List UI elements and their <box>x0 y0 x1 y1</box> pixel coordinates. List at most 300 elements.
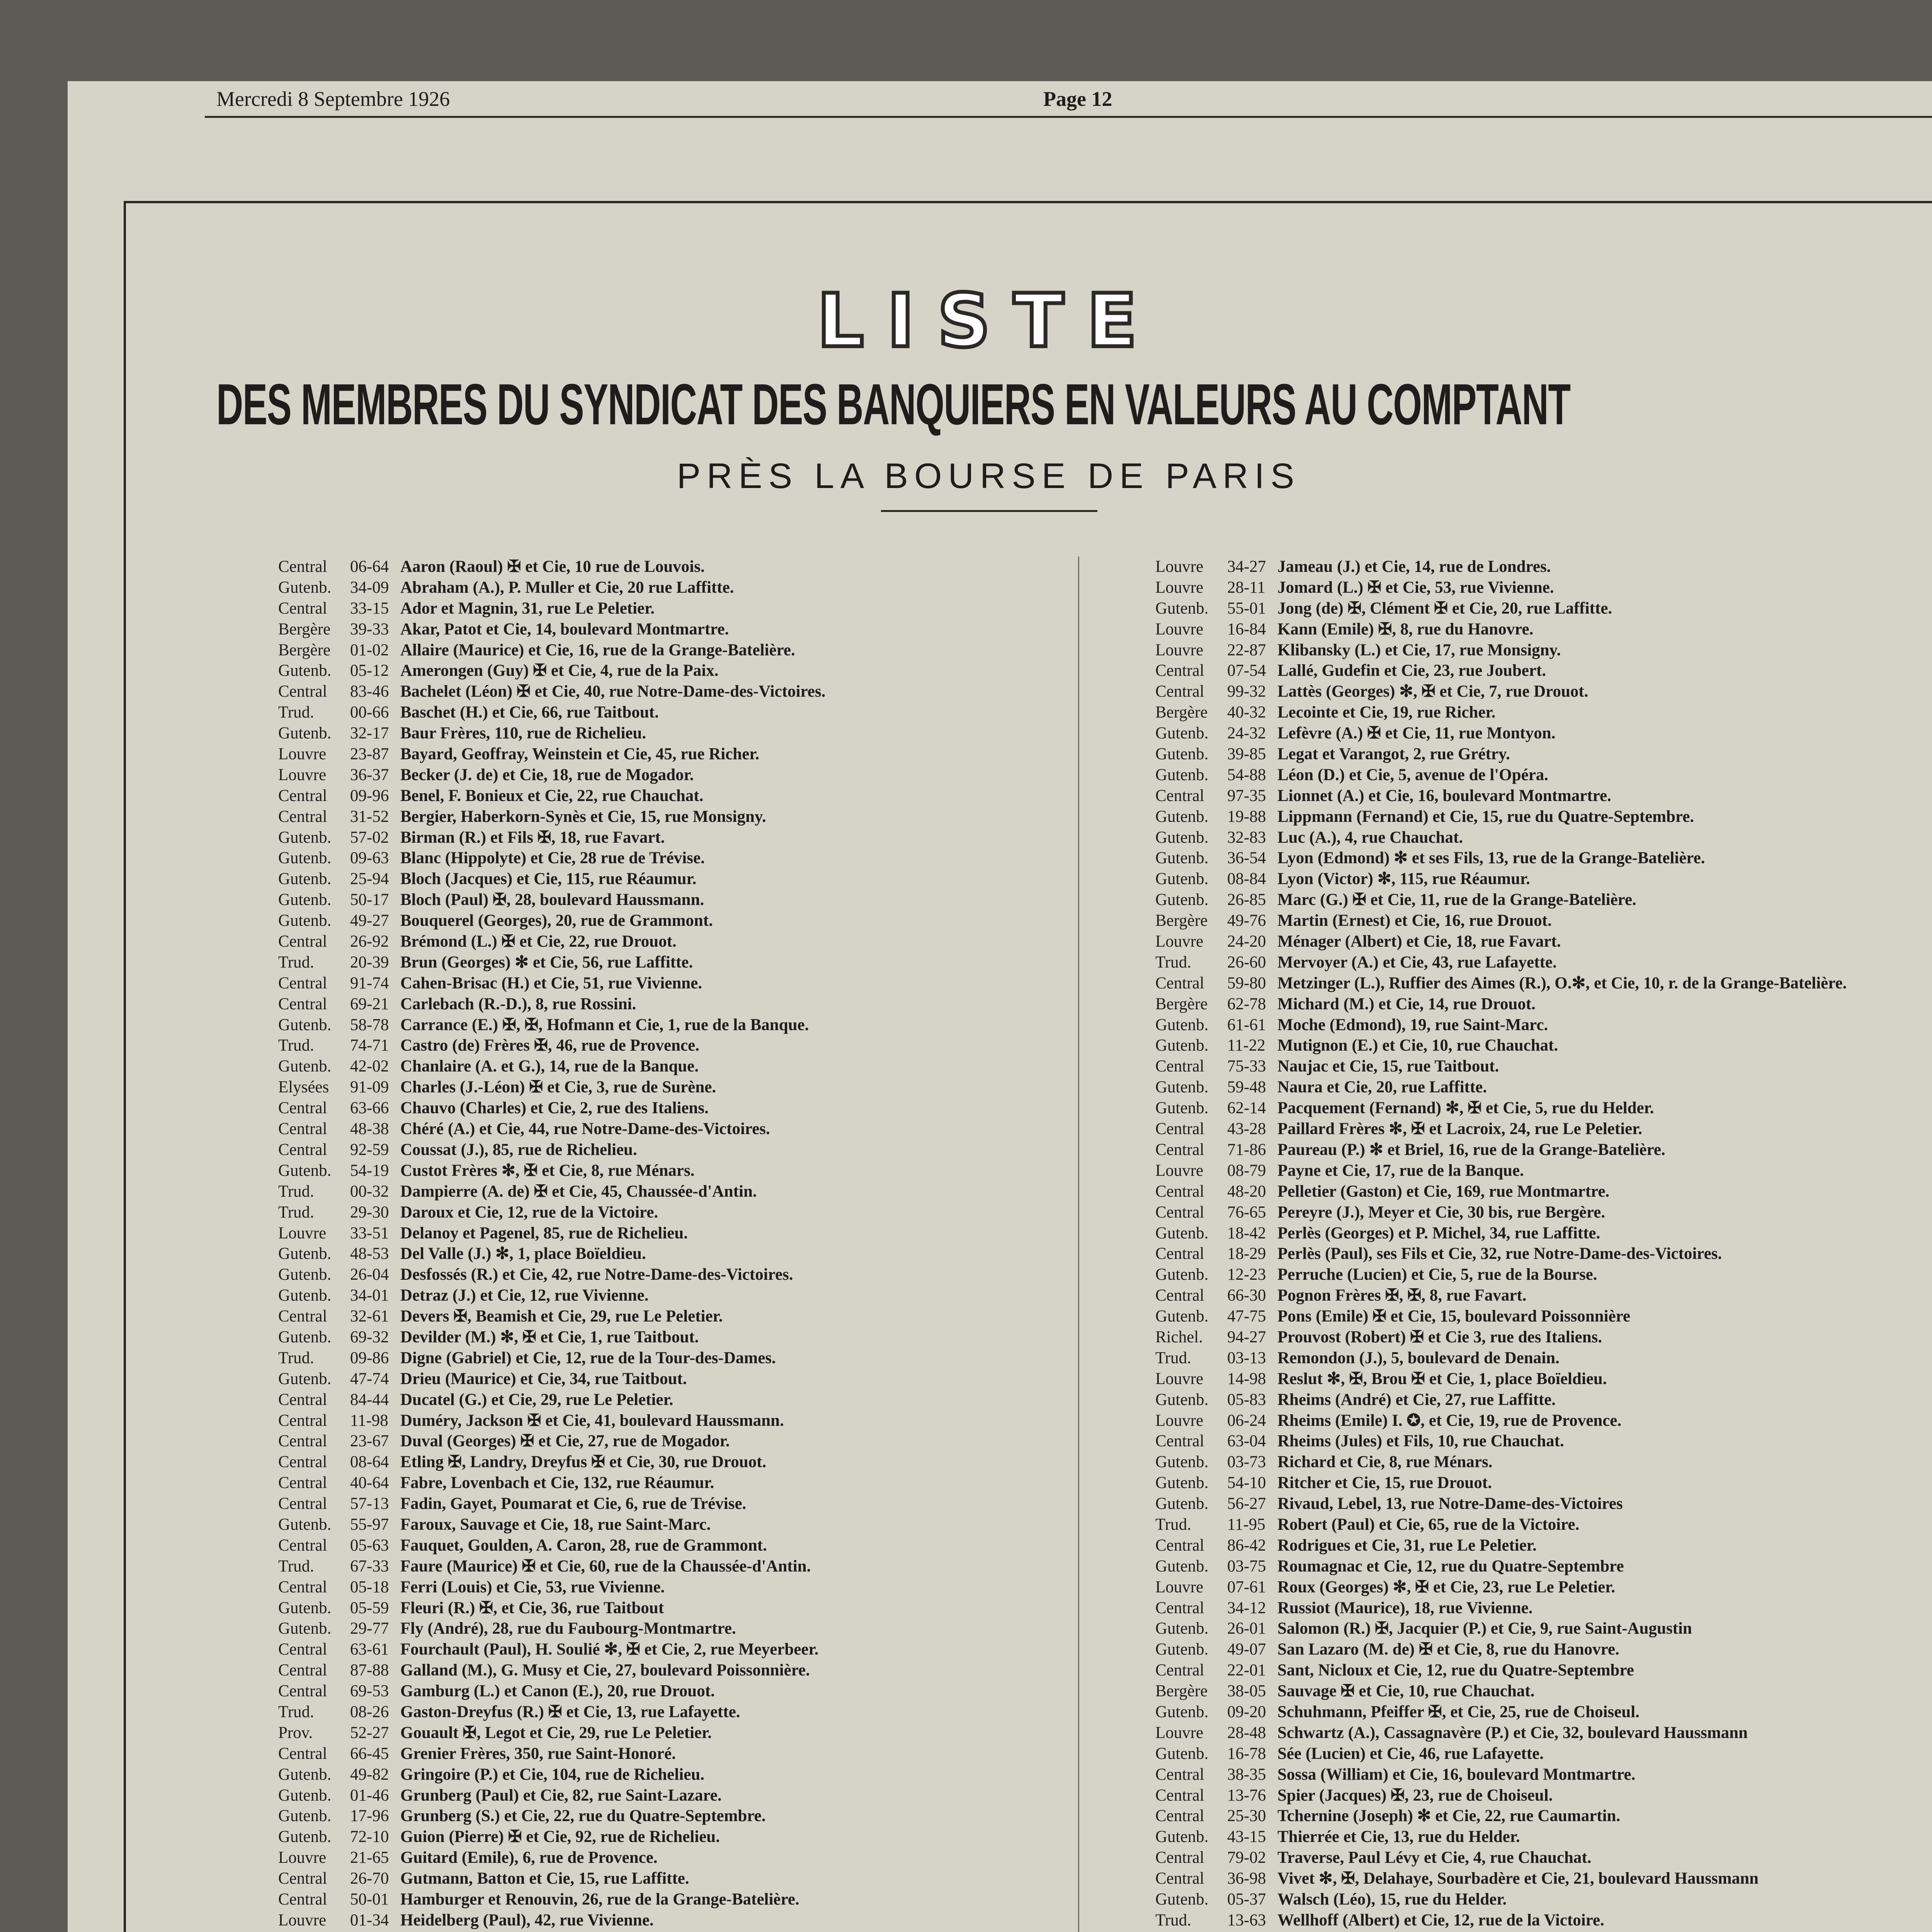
member-entry: Klibansky (L.) et Cie, 17, rue Monsigny. <box>1277 641 1561 659</box>
member-exchange: Central <box>278 1890 327 1908</box>
member-row <box>278 1015 1059 1036</box>
member-row <box>278 1410 1059 1431</box>
member-row <box>278 1785 1059 1806</box>
member-phone: 39-33 <box>350 620 389 638</box>
member-row <box>278 1514 1059 1535</box>
header-page-number: Page 12 <box>1043 87 1112 111</box>
member-phone: 34-01 <box>350 1286 389 1305</box>
member-entry: Lallé, Gudefin et Cie, 23, rue Joubert. <box>1277 662 1546 680</box>
member-entry: Abraham (A.), P. Muller et Cie, 20 rue Laffitte. <box>400 578 734 597</box>
member-phone: 63-66 <box>350 1099 389 1117</box>
member-entry: Vivet ✻, ✠, Delahaye, Sourbadère et Cie, 21, boulevard Haussmann <box>1277 1869 1759 1888</box>
member-phone: 69-53 <box>350 1682 389 1701</box>
member-row <box>1155 1160 1932 1181</box>
member-phone: 36-37 <box>350 765 389 784</box>
member-row <box>278 889 1059 910</box>
member-exchange: Bergère <box>1155 703 1208 722</box>
member-row <box>1155 973 1932 994</box>
member-phone: 61-61 <box>1227 1015 1266 1034</box>
member-exchange: Gutenb. <box>1155 1495 1209 1513</box>
member-phone: 01-46 <box>350 1786 389 1804</box>
member-exchange: Gutenb. <box>1155 1702 1209 1721</box>
member-row <box>1155 1035 1932 1056</box>
member-row <box>1155 1827 1932 1847</box>
member-row <box>278 1077 1059 1098</box>
member-phone: 31-52 <box>350 807 389 826</box>
member-entry: Tchernine (Joseph) ✻ et Cie, 22, rue Caumartin. <box>1277 1807 1621 1825</box>
member-row <box>1155 640 1932 661</box>
member-entry: Custot Frères ✻, ✠ et Cie, 8, rue Ménars. <box>400 1161 695 1180</box>
member-row <box>278 848 1059 869</box>
member-row <box>1155 1702 1932 1723</box>
member-row <box>278 869 1059 889</box>
header-date: Mercredi 8 Septembre 1926 <box>216 87 450 111</box>
member-entry: Chauvo (Charles) et Cie, 2, rue des Italiens. <box>400 1099 709 1117</box>
member-entry: Guion (Pierre) ✠ et Cie, 92, rue de Richelieu. <box>400 1828 720 1846</box>
member-entry: Bayard, Geoffray, Weinstein et Cie, 45, rue Richer. <box>400 745 760 764</box>
member-row <box>1155 723 1932 744</box>
member-row <box>1155 869 1932 889</box>
member-entry: Gringoire (P.) et Cie, 104, rue de Richelieu. <box>400 1765 704 1784</box>
member-phone: 21-65 <box>350 1849 389 1867</box>
member-phone: 42-02 <box>350 1057 389 1076</box>
member-entry: Faroux, Sauvage et Cie, 18, rue Saint-Marc. <box>400 1515 711 1534</box>
member-row <box>1155 1847 1932 1868</box>
member-phone: 22-87 <box>1227 641 1266 659</box>
member-row <box>1155 1618 1932 1639</box>
member-exchange: Gutenb. <box>1155 1390 1209 1409</box>
member-row <box>1155 827 1932 848</box>
member-row <box>278 910 1059 931</box>
member-entry: Galland (M.), G. Musy et Cie, 27, boulevard Poissonnière. <box>400 1661 810 1680</box>
member-row <box>278 1264 1059 1285</box>
member-exchange: Gutenb. <box>278 578 332 597</box>
member-phone: 48-53 <box>350 1245 389 1263</box>
member-phone: 28-48 <box>1227 1723 1266 1742</box>
member-entry: Metzinger (L.), Ruffier des Aimes (R.), O.✻, et Cie, 10, r. de la Grange-Batelière. <box>1277 974 1847 992</box>
member-entry: Kann (Emile) ✠, 8, rue du Hanovre. <box>1277 620 1534 638</box>
member-phone: 59-48 <box>1227 1078 1266 1097</box>
member-entry: Faure (Maurice) ✠ et Cie, 60, rue de la Chaussée-d'Antin. <box>400 1557 811 1575</box>
member-row <box>1155 1723 1932 1743</box>
member-row <box>278 1473 1059 1493</box>
member-entry: Duval (Georges) ✠ et Cie, 27, rue de Mogador. <box>400 1432 730 1451</box>
member-row <box>1155 1015 1932 1036</box>
member-phone: 26-92 <box>350 932 389 951</box>
member-row <box>1155 889 1932 910</box>
member-entry: Rheims (Emile) I. ✪, et Cie, 19, rue de Provence. <box>1277 1411 1622 1430</box>
member-entry: Devers ✠, Beamish et Cie, 29, rue Le Peletier. <box>400 1307 723 1326</box>
member-exchange: Central <box>278 1411 327 1430</box>
member-exchange: Trud. <box>278 1557 314 1575</box>
member-entry: Mervoyer (A.) et Cie, 43, rue Lafayette. <box>1277 953 1557 971</box>
member-exchange: Trud. <box>278 1203 314 1221</box>
member-exchange: Trud. <box>1155 1911 1191 1929</box>
member-row <box>1155 681 1932 702</box>
member-row <box>278 1160 1059 1181</box>
member-entry: Fly (André), 28, rue du Faubourg-Montmartre. <box>400 1619 736 1638</box>
member-phone: 09-63 <box>350 849 389 867</box>
member-row <box>278 1119 1059 1139</box>
member-row <box>278 952 1059 973</box>
member-row <box>278 1868 1059 1889</box>
member-phone: 05-18 <box>350 1578 389 1596</box>
member-row <box>1155 1285 1932 1306</box>
member-exchange: Trud. <box>278 1182 314 1201</box>
member-entry: Pelletier (Gaston) et Cie, 169, rue Montmartre. <box>1277 1182 1610 1201</box>
member-exchange: Central <box>278 995 327 1013</box>
member-entry: Carrance (E.) ✠, ✠, Hofmann et Cie, 1, rue de la Banque. <box>400 1015 809 1034</box>
member-phone: 66-30 <box>1227 1286 1266 1305</box>
member-entry: Jong (de) ✠, Clément ✠ et Cie, 20, rue Laffitte. <box>1277 599 1612 617</box>
member-entry: Lyon (Victor) ✻, 115, rue Réaumur. <box>1277 870 1530 888</box>
member-row <box>1155 1098 1932 1119</box>
member-exchange: Gutenb. <box>278 870 332 888</box>
member-row <box>1155 1514 1932 1535</box>
member-phone: 48-20 <box>1227 1182 1266 1201</box>
member-exchange: Gutenb. <box>1155 1744 1209 1763</box>
member-entry: Cahen-Brisac (H.) et Cie, 51, rue Vivienne. <box>400 974 702 992</box>
member-entry: Salomon (R.) ✠, Jacquier (P.) et Cie, 9, rue Saint-Augustin <box>1277 1619 1692 1638</box>
member-entry: Charles (J.-Léon) ✠ et Cie, 3, rue de Surène. <box>400 1078 716 1097</box>
member-exchange: Central <box>1155 1786 1204 1804</box>
member-phone: 23-67 <box>350 1432 389 1451</box>
member-exchange: Central <box>1155 1245 1204 1263</box>
members-column-right <box>1155 556 1932 1932</box>
member-phone: 05-12 <box>350 662 389 680</box>
member-row <box>278 681 1059 702</box>
member-phone: 18-29 <box>1227 1245 1266 1263</box>
member-row <box>278 1285 1059 1306</box>
member-entry: Fleuri (R.) ✠, et Cie, 36, rue Taitbout <box>400 1599 664 1617</box>
member-exchange: Gutenb. <box>1155 1453 1209 1471</box>
member-phone: 32-83 <box>1227 828 1266 847</box>
member-phone: 52-27 <box>350 1723 389 1742</box>
member-row <box>1155 1202 1932 1223</box>
member-exchange: Louvre <box>1155 1723 1204 1742</box>
member-phone: 36-54 <box>1227 849 1266 867</box>
member-exchange: Central <box>278 1453 327 1471</box>
member-exchange: Gutenb. <box>1155 599 1209 617</box>
member-entry: Sauvage ✠ et Cie, 10, rue Chauchat. <box>1277 1682 1535 1701</box>
member-phone: 47-74 <box>350 1369 389 1388</box>
member-row <box>278 577 1059 598</box>
member-exchange: Gutenb. <box>1155 724 1209 743</box>
member-exchange: Central <box>278 1536 327 1554</box>
member-row <box>1155 1889 1932 1910</box>
member-exchange: Central <box>1155 1120 1204 1138</box>
member-phone: 55-01 <box>1227 599 1266 617</box>
member-exchange: Central <box>278 1432 327 1451</box>
member-row <box>278 1702 1059 1723</box>
member-exchange: Central <box>278 1682 327 1701</box>
member-entry: Bergier, Haberkorn-Synès et Cie, 15, rue Monsigny. <box>400 807 766 826</box>
member-row <box>1155 1056 1932 1077</box>
member-exchange: Gutenb. <box>1155 807 1209 826</box>
member-exchange: Central <box>278 1744 327 1763</box>
member-exchange: Central <box>278 1640 327 1659</box>
member-row <box>1155 1077 1932 1098</box>
member-row <box>1155 1535 1932 1556</box>
member-phone: 59-80 <box>1227 974 1266 992</box>
member-phone: 84-44 <box>350 1390 389 1409</box>
member-exchange: Trud. <box>1155 1349 1191 1367</box>
main-title: DES MEMBRES DU SYNDICAT DES BANQUIERS EN VALEURS AU COMPTANT <box>216 372 1570 437</box>
member-phone: 79-02 <box>1227 1849 1266 1867</box>
member-phone: 54-88 <box>1227 765 1266 784</box>
member-row <box>278 1577 1059 1598</box>
member-phone: 66-45 <box>350 1744 389 1763</box>
member-exchange: Trud. <box>278 703 314 722</box>
member-entry: Mutignon (E.) et Cie, 10, rue Chauchat. <box>1277 1036 1558 1055</box>
member-entry: Lattès (Georges) ✻, ✠ et Cie, 7, rue Drouot. <box>1277 682 1588 701</box>
member-phone: 29-77 <box>350 1619 389 1638</box>
member-entry: Lippmann (Fernand) et Cie, 15, rue du Quatre-Septembre. <box>1277 807 1694 826</box>
member-phone: 99-32 <box>1227 682 1266 701</box>
member-exchange: Louvre <box>1155 641 1204 659</box>
member-entry: Michard (M.) et Cie, 14, rue Drouot. <box>1277 995 1536 1013</box>
member-row <box>1155 660 1932 681</box>
member-phone: 58-78 <box>350 1015 389 1034</box>
member-row <box>1155 1868 1932 1889</box>
member-entry: Perlès (Georges) et P. Michel, 34, rue Laffitte. <box>1277 1224 1600 1242</box>
member-phone: 13-76 <box>1227 1786 1266 1804</box>
member-row <box>278 1660 1059 1681</box>
member-exchange: Trud. <box>278 953 314 971</box>
member-phone: 14-98 <box>1227 1369 1266 1388</box>
member-row <box>278 1639 1059 1660</box>
member-row <box>1155 1243 1932 1264</box>
member-phone: 91-09 <box>350 1078 389 1097</box>
member-exchange: Gutenb. <box>278 1245 332 1263</box>
title-liste: LISTE <box>817 278 1160 364</box>
member-phone: 62-78 <box>1227 995 1266 1013</box>
member-phone: 57-02 <box>350 828 389 847</box>
member-row <box>278 1348 1059 1369</box>
member-exchange: Trud. <box>1155 953 1191 971</box>
member-entry: Rodrigues et Cie, 31, rue Le Peletier. <box>1277 1536 1537 1554</box>
member-entry: Roumagnac et Cie, 12, rue du Quatre-Septembre <box>1277 1557 1624 1575</box>
member-row <box>278 744 1059 765</box>
member-exchange: Gutenb. <box>1155 745 1209 764</box>
member-row <box>278 1493 1059 1514</box>
member-row <box>1155 1348 1932 1369</box>
member-phone: 05-59 <box>350 1599 389 1617</box>
member-entry: Becker (J. de) et Cie, 18, rue de Mogador. <box>400 765 694 784</box>
member-phone: 26-01 <box>1227 1619 1266 1638</box>
member-row <box>1155 1306 1932 1327</box>
member-exchange: Central <box>1155 682 1204 701</box>
member-phone: 26-85 <box>1227 891 1266 909</box>
member-phone: 69-32 <box>350 1328 389 1346</box>
member-phone: 08-26 <box>350 1702 389 1721</box>
member-phone: 16-84 <box>1227 620 1266 638</box>
member-entry: Moche (Edmond), 19, rue Saint-Marc. <box>1277 1015 1548 1034</box>
member-phone: 74-71 <box>350 1036 389 1055</box>
member-row <box>278 1389 1059 1410</box>
member-phone: 86-42 <box>1227 1536 1266 1554</box>
member-entry: Drieu (Maurice) et Cie, 34, rue Taitbout. <box>400 1369 687 1388</box>
member-entry: Pacquement (Fernand) ✻, ✠ et Cie, 5, rue du Helder. <box>1277 1099 1654 1117</box>
member-phone: 54-10 <box>1227 1474 1266 1492</box>
member-entry: Legat et Varangot, 2, rue Grétry. <box>1277 745 1510 764</box>
member-row <box>278 1306 1059 1327</box>
member-entry: Fadin, Gayet, Poumarat et Cie, 6, rue de Trévise. <box>400 1495 747 1513</box>
member-row <box>278 1243 1059 1264</box>
member-entry: Fauquet, Goulden, A. Caron, 28, rue de Grammont. <box>400 1536 767 1554</box>
member-exchange: Gutenb. <box>278 662 332 680</box>
member-row <box>1155 1493 1932 1514</box>
member-row <box>1155 1556 1932 1577</box>
member-phone: 40-32 <box>1227 703 1266 722</box>
member-entry: Hamburger et Renouvin, 26, rue de la Grange-Batelière. <box>400 1890 799 1908</box>
member-entry: Digne (Gabriel) et Cie, 12, rue de la Tour-des-Dames. <box>400 1349 776 1367</box>
member-phone: 36-98 <box>1227 1869 1266 1888</box>
member-entry: Perruche (Lucien) et Cie, 5, rue de la Bourse. <box>1277 1265 1597 1284</box>
member-exchange: Central <box>278 786 327 805</box>
member-exchange: Gutenb. <box>1155 1265 1209 1284</box>
member-phone: 18-42 <box>1227 1224 1266 1242</box>
member-entry: Birman (R.) et Fils ✠, 18, rue Favart. <box>400 828 665 847</box>
member-phone: 23-87 <box>350 745 389 764</box>
member-row <box>1155 702 1932 723</box>
member-exchange: Central <box>1155 1182 1204 1201</box>
member-entry: Jameau (J.) et Cie, 14, rue de Londres. <box>1277 558 1551 576</box>
member-exchange: Central <box>1155 1057 1204 1076</box>
member-row <box>1155 806 1932 827</box>
member-entry: Fourchault (Paul), H. Soulié ✻, ✠ et Cie, 2, rue Meyerbeer. <box>400 1640 819 1659</box>
member-exchange: Gutenb. <box>278 849 332 867</box>
member-entry: Roux (Georges) ✻, ✠ et Cie, 23, rue Le Peletier. <box>1277 1578 1616 1596</box>
member-row <box>1155 598 1932 619</box>
member-row <box>278 1056 1059 1077</box>
member-entry: Schuhmann, Pfeiffer ✠, et Cie, 25, rue de Choiseul. <box>1277 1702 1639 1721</box>
member-phone: 54-19 <box>350 1161 389 1180</box>
member-exchange: Louvre <box>1155 1578 1204 1596</box>
member-exchange: Central <box>278 974 327 992</box>
subtitle: PRÈS LA BOURSE DE PARIS <box>677 456 1301 496</box>
member-row <box>1155 765 1932 786</box>
member-entry: Thierrée et Cie, 13, rue du Helder. <box>1277 1828 1520 1846</box>
member-entry: Marc (G.) ✠ et Cie, 11, rue de la Grange-Batelière. <box>1277 891 1636 909</box>
member-entry: Etling ✠, Landry, Dreyfus ✠ et Cie, 30, rue Drouot. <box>400 1453 767 1471</box>
member-exchange: Central <box>278 1120 327 1138</box>
member-row <box>278 1723 1059 1743</box>
member-entry: Naujac et Cie, 15, rue Taitbout. <box>1277 1057 1499 1076</box>
member-phone: 43-15 <box>1227 1828 1266 1846</box>
member-exchange: Gutenb. <box>278 1599 332 1617</box>
member-row <box>1155 1806 1932 1827</box>
member-exchange: Central <box>278 1390 327 1409</box>
member-row <box>278 1889 1059 1910</box>
member-entry: Bloch (Paul) ✠, 28, boulevard Haussmann. <box>400 891 704 909</box>
member-phone: 07-54 <box>1227 662 1266 680</box>
member-phone: 34-27 <box>1227 558 1266 576</box>
member-phone: 49-07 <box>1227 1640 1266 1659</box>
member-phone: 49-27 <box>350 912 389 930</box>
member-exchange: Gutenb. <box>278 1057 332 1076</box>
member-entry: Chéré (A.) et Cie, 44, rue Notre-Dame-des-Victoires. <box>400 1120 770 1138</box>
member-entry: Akar, Patot et Cie, 14, boulevard Montmartre. <box>400 620 729 638</box>
member-entry: Aaron (Raoul) ✠ et Cie, 10 rue de Louvois. <box>400 558 705 576</box>
member-row <box>1155 577 1932 598</box>
member-row <box>1155 786 1932 806</box>
member-phone: 56-27 <box>1227 1495 1266 1513</box>
member-phone: 08-84 <box>1227 870 1266 888</box>
member-row <box>278 702 1059 723</box>
member-row <box>1155 1577 1932 1598</box>
member-entry: Ador et Magnin, 31, rue Le Peletier. <box>400 599 655 617</box>
member-phone: 47-75 <box>1227 1307 1266 1326</box>
member-entry: Gouault ✠, Legot et Cie, 29, rue Le Peletier. <box>400 1723 712 1742</box>
member-phone: 39-85 <box>1227 745 1266 764</box>
member-entry: Martin (Ernest) et Cie, 16, rue Drouot. <box>1277 912 1552 930</box>
member-row <box>1155 994 1932 1015</box>
member-row <box>278 806 1059 827</box>
member-entry: Dampierre (A. de) ✠ et Cie, 45, Chaussée-d'Antin. <box>400 1182 757 1201</box>
member-exchange: Gutenb. <box>278 1515 332 1534</box>
header-rule <box>205 116 1932 118</box>
member-row <box>278 598 1059 619</box>
member-entry: Ducatel (G.) et Cie, 29, rue Le Peletier. <box>400 1390 673 1409</box>
member-exchange: Bergère <box>278 641 331 659</box>
member-phone: 63-04 <box>1227 1432 1266 1451</box>
member-phone: 63-61 <box>350 1640 389 1659</box>
member-phone: 26-60 <box>1227 953 1266 971</box>
member-exchange: Gutenb. <box>1155 1078 1209 1097</box>
member-row <box>278 1827 1059 1847</box>
member-phone: 33-51 <box>350 1224 389 1242</box>
member-phone: 01-02 <box>350 641 389 659</box>
member-exchange: Gutenb. <box>1155 828 1209 847</box>
member-row <box>1155 1264 1932 1285</box>
member-exchange: Gutenb. <box>278 1328 332 1346</box>
member-exchange: Gutenb. <box>278 1786 332 1804</box>
member-phone: 76-65 <box>1227 1203 1266 1221</box>
member-row <box>1155 1223 1932 1244</box>
member-entry: Heidelberg (Paul), 42, rue Vivienne. <box>400 1911 654 1929</box>
member-entry: Remondon (J.), 5, boulevard de Denain. <box>1277 1349 1560 1367</box>
member-row <box>1155 1431 1932 1452</box>
member-entry: Luc (A.), 4, rue Chauchat. <box>1277 828 1463 847</box>
member-entry: Bachelet (Léon) ✠ et Cie, 40, rue Notre-Dame-des-Victoires. <box>400 682 826 701</box>
member-entry: Bouquerel (Georges), 20, rue de Grammont. <box>400 912 713 930</box>
member-row <box>1155 848 1932 869</box>
member-entry: Paureau (P.) ✻ et Briel, 16, rue de la Grange-Batelière. <box>1277 1140 1665 1159</box>
member-phone: 06-24 <box>1227 1411 1266 1430</box>
member-row <box>1155 1327 1932 1348</box>
member-exchange: Central <box>1155 1286 1204 1305</box>
member-row <box>1155 1910 1932 1931</box>
member-entry: Ritcher et Cie, 15, rue Drouot. <box>1277 1474 1492 1492</box>
member-entry: Rivaud, Lebel, 13, rue Notre-Dame-des-Victoires <box>1277 1495 1623 1513</box>
member-entry: San Lazaro (M. de) ✠ et Cie, 8, rue du Hanovre. <box>1277 1640 1619 1659</box>
member-entry: Ménager (Albert) et Cie, 18, rue Favart. <box>1277 932 1561 951</box>
member-exchange: Gutenb. <box>278 828 332 847</box>
member-exchange: Gutenb. <box>278 724 332 743</box>
member-exchange: Richel. <box>1155 1328 1203 1346</box>
member-entry: Baur Frères, 110, rue de Richelieu. <box>400 724 646 743</box>
member-entry: Coussat (J.), 85, rue de Richelieu. <box>400 1140 637 1159</box>
member-row <box>278 931 1059 952</box>
member-phone: 26-04 <box>350 1265 389 1284</box>
member-row <box>278 640 1059 661</box>
member-exchange: Trud. <box>278 1702 314 1721</box>
member-entry: Brémond (L.) ✠ et Cie, 22, rue Drouot. <box>400 932 677 951</box>
member-exchange: Central <box>1155 1203 1204 1221</box>
member-phone: 11-95 <box>1227 1515 1265 1534</box>
member-phone: 06-64 <box>350 558 389 576</box>
